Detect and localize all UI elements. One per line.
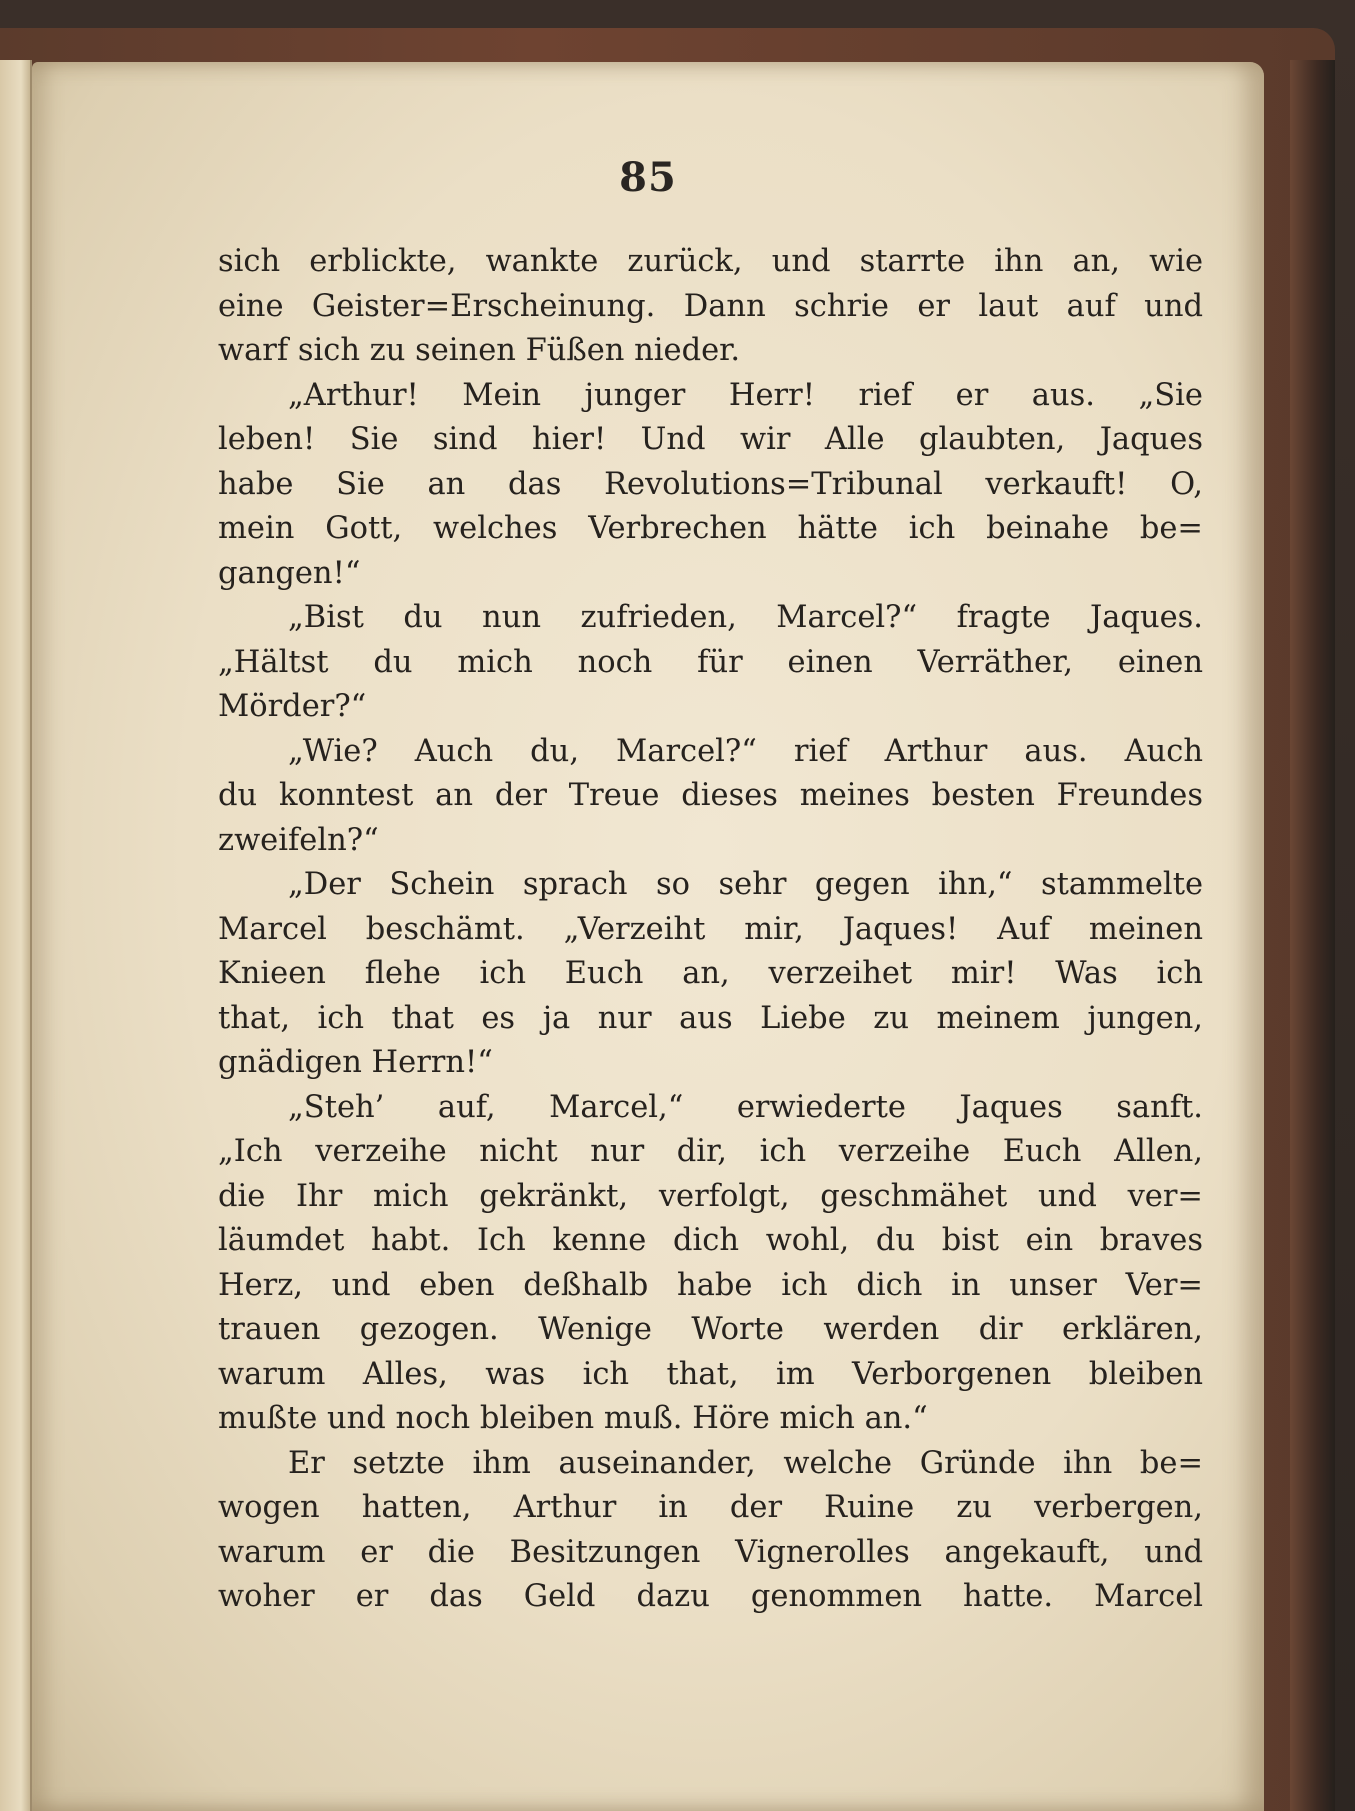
text-line: wogen hatten, Arthur in der Ruine zu verbergen, <box>218 1490 1203 1525</box>
text-line: gnädigen Herrn!“ <box>218 1045 493 1080</box>
text-line: warf sich zu seinen Füßen nieder. <box>218 333 741 368</box>
text-line: läumdet habt. Ich kenne dich wohl, du bist ein braves <box>218 1223 1203 1258</box>
text-line: „Hältst du mich noch für einen Verräther, einen <box>218 644 1203 680</box>
text-line: warum er die Besitzungen Vignerolles angekauft, und <box>218 1534 1203 1570</box>
text-line: Mörder?“ <box>218 689 367 724</box>
text-line: leben! Sie sind hier! Und wir Alle glaubten, Jaques <box>218 422 1203 457</box>
book-spine-edge <box>1290 60 1335 1811</box>
page-number: 85 <box>619 154 677 201</box>
text-line: that, ich that es ja nur aus Liebe zu meinem jungen, <box>218 1000 1203 1036</box>
text-line: warum Alles, was ich that, im Verborgenen bleiben <box>218 1356 1203 1392</box>
text-line: „Arthur! Mein junger Herr! rief er aus. „Sie <box>288 377 1203 413</box>
text-line: „Ich verzeihe nicht nur dir, ich verzeihe Euch Allen, <box>218 1134 1203 1169</box>
text-line: Er setzte ihm auseinander, welche Gründe ihn be= <box>288 1445 1203 1481</box>
text-line: gangen!“ <box>218 555 361 591</box>
text-line: zweifeln?“ <box>218 822 379 858</box>
text-line: „Steh’ auf, Marcel,“ erwiederte Jaques sanft. <box>288 1089 1203 1125</box>
text-line: woher er das Geld dazu genommen hatte. Marcel <box>218 1579 1203 1614</box>
text-line: „Bist du nun zufrieden, Marcel?“ fragte Jaques. <box>288 600 1203 635</box>
text-line: du konntest an der Treue dieses meines besten Freundes <box>218 778 1203 813</box>
text-line: Knieen flehe ich Euch an, verzeihet mir! Was ich <box>218 956 1203 991</box>
text-line: eine Geister=Erscheinung. Dann schrie er laut auf und <box>218 288 1203 324</box>
text-line: sich erblickte, wankte zurück, und starrte ihn an, wie <box>218 244 1203 279</box>
text-line: mein Gott, welches Verbrechen hätte ich beinahe be= <box>218 511 1203 546</box>
text-line: „Der Schein sprach so sehr gegen ihn,“ stammelte <box>288 867 1203 902</box>
text-line: „Wie? Auch du, Marcel?“ rief Arthur aus. Auch <box>288 733 1203 769</box>
text-line: habe Sie an das Revolutions=Tribunal verkauft! O, <box>218 466 1203 502</box>
text-line: Herz, und eben deßhalb habe ich dich in unser Ver= <box>218 1267 1203 1303</box>
text-line: die Ihr mich gekränkt, verfolgt, geschmähet und ver= <box>218 1178 1203 1214</box>
text-line: trauen gezogen. Wenige Worte werden dir erklären, <box>218 1312 1203 1347</box>
previous-page-edge <box>0 60 32 1811</box>
text-line: mußte und noch bleiben muß. Höre mich an.“ <box>218 1401 928 1436</box>
page-text <box>218 240 1203 1620</box>
book-page <box>32 62 1264 1811</box>
text-line: Marcel beschämt. „Verzeiht mir, Jaques! Auf meinen <box>218 911 1203 947</box>
